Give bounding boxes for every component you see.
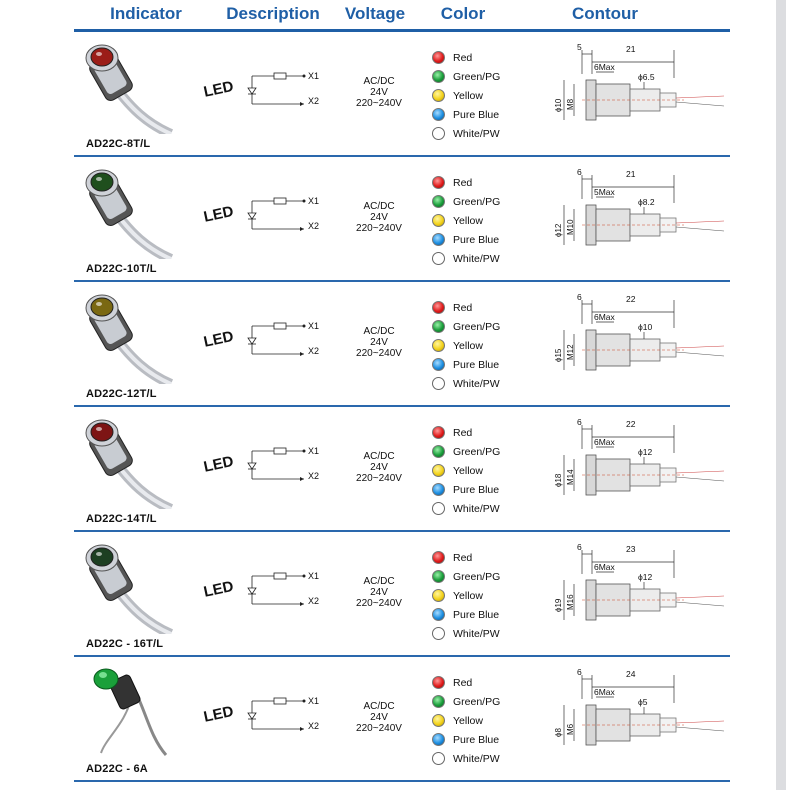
color-option-red (432, 548, 542, 567)
color-option-blue (432, 605, 542, 624)
led-circuit-icon (246, 191, 308, 239)
voltage-low: 24V (370, 212, 388, 223)
header-description: Description (226, 4, 320, 23)
table-row (74, 407, 730, 532)
color-label: Pure Blue (453, 233, 500, 246)
dim-thread: M10 (566, 219, 575, 235)
white-dot-icon (432, 127, 445, 140)
voltage-spec (344, 701, 414, 734)
color-label: Pure Blue (453, 108, 500, 121)
model-number: AD22C-12T/L (86, 388, 157, 400)
dim-a: 6 (577, 667, 582, 677)
voltage-type: AC/DC (363, 576, 395, 587)
color-option-white (432, 374, 542, 393)
color-list (432, 423, 542, 518)
contour-diagram (544, 544, 730, 644)
dim-thread: M8 (566, 98, 575, 110)
indicator-photo (76, 663, 186, 759)
dim-b: 22 (626, 419, 636, 429)
voltage-high: 220~240V (356, 473, 402, 484)
voltage-spec (344, 576, 414, 609)
dim-outer-diameter: ϕ8 (554, 728, 563, 737)
dim-diameter: ϕ6.5 (638, 72, 655, 82)
led-label: LED (202, 202, 236, 226)
voltage-type: AC/DC (363, 701, 395, 712)
led-circuit-icon (246, 316, 308, 364)
dim-max: 6Max (594, 62, 615, 72)
color-label: Yellow (453, 214, 483, 227)
white-dot-icon (432, 502, 445, 515)
green-dot-icon (432, 695, 445, 708)
led-circuit-icon (246, 691, 308, 739)
color-label: Green/PG (453, 70, 501, 83)
voltage-type: AC/DC (363, 76, 395, 87)
color-option-green (432, 67, 542, 86)
yellow-dot-icon (432, 589, 445, 602)
color-list (432, 173, 542, 268)
contour-diagram (544, 294, 730, 394)
color-list (432, 548, 542, 643)
color-option-white (432, 249, 542, 268)
dim-a: 5 (577, 42, 582, 52)
voltage-spec (344, 201, 414, 234)
color-label: White/PW (453, 752, 500, 765)
color-option-yellow (432, 711, 542, 730)
white-dot-icon (432, 627, 445, 640)
led-label: LED (202, 452, 236, 476)
color-list (432, 673, 542, 768)
blue-dot-icon (432, 233, 445, 246)
color-option-blue (432, 355, 542, 374)
red-dot-icon (432, 301, 445, 314)
header-contour: Contour (571, 4, 639, 23)
row-divider (74, 780, 730, 782)
color-label: Red (453, 426, 473, 439)
color-option-yellow (432, 586, 542, 605)
dim-diameter: ϕ12 (638, 447, 653, 457)
table-header (0, 0, 786, 32)
dim-b: 21 (626, 169, 636, 179)
color-option-green (432, 317, 542, 336)
terminal-x1: X1 (308, 71, 320, 81)
voltage-type: AC/DC (363, 326, 395, 337)
color-option-red (432, 173, 542, 192)
voltage-high: 220~240V (356, 723, 402, 734)
color-label: White/PW (453, 502, 500, 515)
indicator-photo (76, 538, 186, 634)
color-label: Green/PG (453, 445, 501, 458)
color-option-green (432, 567, 542, 586)
color-option-blue (432, 230, 542, 249)
yellow-dot-icon (432, 214, 445, 227)
led-label: LED (202, 327, 236, 351)
color-option-green (432, 692, 542, 711)
led-label: LED (202, 77, 236, 101)
yellow-dot-icon (432, 339, 445, 352)
color-option-yellow (432, 86, 542, 105)
terminal-x1: X1 (308, 571, 320, 581)
model-number: AD22C - 6A (86, 763, 148, 775)
dim-max: 6Max (594, 562, 615, 572)
color-label: Pure Blue (453, 358, 500, 371)
red-dot-icon (432, 51, 445, 64)
model-number: AD22C - 16T/L (86, 638, 164, 650)
indicator-photo (76, 38, 186, 134)
color-label: Yellow (453, 339, 483, 352)
wiring-description (204, 312, 324, 372)
color-label: Pure Blue (453, 608, 500, 621)
color-label: Red (453, 176, 473, 189)
dim-thread: M6 (566, 723, 575, 735)
red-dot-icon (432, 176, 445, 189)
color-option-red (432, 673, 542, 692)
dim-diameter: ϕ8.2 (638, 197, 655, 207)
contour-diagram (544, 169, 730, 269)
color-option-yellow (432, 461, 542, 480)
color-label: Green/PG (453, 195, 501, 208)
color-label: Green/PG (453, 695, 501, 708)
wiring-description (204, 687, 324, 747)
wiring-description (204, 437, 324, 497)
dim-diameter: ϕ5 (638, 697, 648, 707)
color-label: Red (453, 676, 473, 689)
voltage-low: 24V (370, 462, 388, 473)
terminal-x1: X1 (308, 321, 320, 331)
color-option-blue (432, 480, 542, 499)
red-dot-icon (432, 551, 445, 564)
dim-diameter: ϕ12 (638, 572, 653, 582)
color-option-red (432, 298, 542, 317)
color-option-white (432, 749, 542, 768)
color-label: White/PW (453, 127, 500, 140)
yellow-dot-icon (432, 714, 445, 727)
indicator-photo (76, 413, 186, 509)
blue-dot-icon (432, 108, 445, 121)
terminal-x2: X2 (308, 721, 320, 731)
dim-outer-diameter: ϕ18 (554, 473, 563, 487)
color-label: Red (453, 301, 473, 314)
voltage-spec (344, 326, 414, 359)
indicator-photo (76, 163, 186, 259)
table-row (74, 32, 730, 157)
dim-a: 6 (577, 542, 582, 552)
voltage-high: 220~240V (356, 598, 402, 609)
table-row (74, 657, 730, 782)
dim-b: 23 (626, 544, 636, 554)
color-label: Pure Blue (453, 733, 500, 746)
terminal-x1: X1 (308, 196, 320, 206)
color-label: Red (453, 51, 473, 64)
green-dot-icon (432, 320, 445, 333)
dim-max: 5Max (594, 187, 615, 197)
voltage-high: 220~240V (356, 348, 402, 359)
dim-a: 6 (577, 292, 582, 302)
color-label: White/PW (453, 252, 500, 265)
color-label: White/PW (453, 377, 500, 390)
terminal-x2: X2 (308, 471, 320, 481)
dim-a: 6 (577, 167, 582, 177)
terminal-x2: X2 (308, 346, 320, 356)
color-label: Yellow (453, 589, 483, 602)
voltage-low: 24V (370, 587, 388, 598)
color-label: Yellow (453, 714, 483, 727)
voltage-low: 24V (370, 337, 388, 348)
color-option-yellow (432, 211, 542, 230)
table-row (74, 282, 730, 407)
terminal-x2: X2 (308, 96, 320, 106)
green-dot-icon (432, 195, 445, 208)
color-option-green (432, 442, 542, 461)
voltage-type: AC/DC (363, 201, 395, 212)
dim-outer-diameter: ϕ15 (554, 348, 563, 362)
voltage-low: 24V (370, 87, 388, 98)
voltage-high: 220~240V (356, 98, 402, 109)
dim-diameter: ϕ10 (638, 322, 653, 332)
contour-drawing (544, 44, 730, 144)
dim-thread: M16 (566, 594, 575, 610)
blue-dot-icon (432, 483, 445, 496)
color-label: Yellow (453, 89, 483, 102)
red-dot-icon (432, 676, 445, 689)
color-label: Green/PG (453, 570, 501, 583)
wiring-description (204, 562, 324, 622)
blue-dot-icon (432, 733, 445, 746)
dim-thread: M12 (566, 344, 575, 360)
green-dot-icon (432, 445, 445, 458)
color-option-white (432, 499, 542, 518)
color-option-white (432, 124, 542, 143)
color-option-yellow (432, 336, 542, 355)
red-dot-icon (432, 426, 445, 439)
yellow-dot-icon (432, 464, 445, 477)
indicator-photo (76, 288, 186, 384)
model-number: AD22C-10T/L (86, 263, 157, 275)
color-option-blue (432, 105, 542, 124)
color-label: Red (453, 551, 473, 564)
terminal-x1: X1 (308, 696, 320, 706)
color-label: Green/PG (453, 320, 501, 333)
green-dot-icon (432, 570, 445, 583)
dim-a: 6 (577, 417, 582, 427)
contour-diagram (544, 419, 730, 519)
wiring-description (204, 62, 324, 122)
yellow-dot-icon (432, 89, 445, 102)
voltage-spec (344, 76, 414, 109)
contour-diagram (544, 44, 730, 144)
voltage-type: AC/DC (363, 451, 395, 462)
led-circuit-icon (246, 566, 308, 614)
model-number: AD22C-14T/L (86, 513, 157, 525)
color-option-white (432, 624, 542, 643)
color-option-green (432, 192, 542, 211)
color-list (432, 48, 542, 143)
dim-b: 24 (626, 669, 636, 679)
dim-b: 21 (626, 44, 636, 54)
color-list (432, 298, 542, 393)
led-circuit-icon (246, 66, 308, 114)
green-dot-icon (432, 70, 445, 83)
terminal-x2: X2 (308, 596, 320, 606)
terminal-x2: X2 (308, 221, 320, 231)
voltage-high: 220~240V (356, 223, 402, 234)
dim-outer-diameter: ϕ12 (554, 223, 563, 237)
dim-max: 6Max (594, 687, 615, 697)
color-option-red (432, 423, 542, 442)
dim-outer-diameter: ϕ19 (554, 598, 563, 612)
led-label: LED (202, 702, 236, 726)
header-indicator: Indicator (110, 4, 182, 23)
color-label: Pure Blue (453, 483, 500, 496)
color-label: White/PW (453, 627, 500, 640)
table-row (74, 157, 730, 282)
white-dot-icon (432, 252, 445, 265)
dim-b: 22 (626, 294, 636, 304)
contour-drawing (544, 669, 730, 769)
header-color: Color (440, 4, 486, 23)
blue-dot-icon (432, 608, 445, 621)
wiring-description (204, 187, 324, 247)
color-option-red (432, 48, 542, 67)
voltage-low: 24V (370, 712, 388, 723)
voltage-spec (344, 451, 414, 484)
terminal-x1: X1 (308, 446, 320, 456)
led-label: LED (202, 577, 236, 601)
page-edge-strip (776, 0, 786, 790)
dim-outer-diameter: ϕ10 (554, 98, 563, 112)
table-row (74, 532, 730, 657)
led-circuit-icon (246, 441, 308, 489)
header-voltage: Voltage (344, 4, 406, 23)
dim-thread: M14 (566, 469, 575, 485)
dim-max: 6Max (594, 312, 615, 322)
color-option-blue (432, 730, 542, 749)
blue-dot-icon (432, 358, 445, 371)
contour-diagram (544, 669, 730, 769)
model-number: AD22C-8T/L (86, 138, 151, 150)
white-dot-icon (432, 752, 445, 765)
white-dot-icon (432, 377, 445, 390)
color-label: Yellow (453, 464, 483, 477)
dim-max: 6Max (594, 437, 615, 447)
